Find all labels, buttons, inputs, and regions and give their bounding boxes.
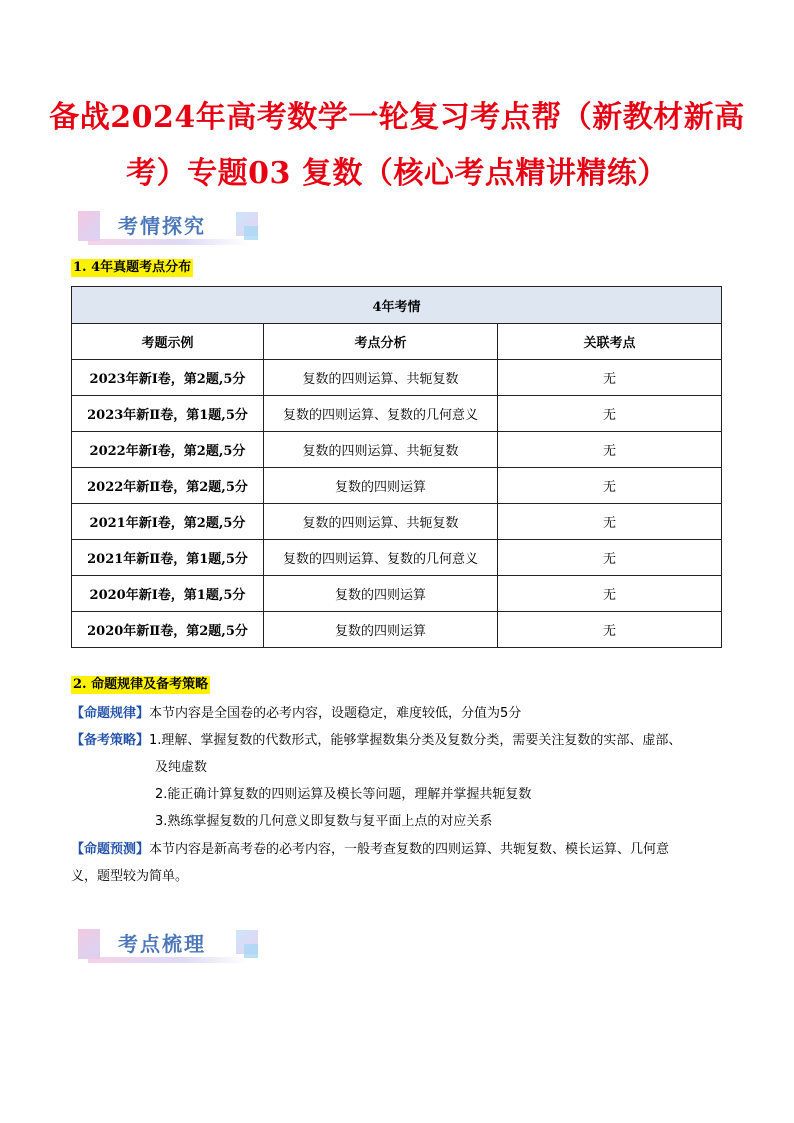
strategy-item-1-cont: 及纯虚数 [155,760,208,775]
related-topic: 无 [498,432,722,468]
exam-example: 2023年新Ⅱ卷，第1题,5分 [72,396,264,432]
related-topic: 无 [498,576,722,612]
table-row [72,576,722,612]
decorative-block-icon [78,929,100,959]
exam-example: 2021年新Ⅱ卷，第1题,5分 [72,540,264,576]
table-caption-row [72,287,722,324]
exam-example: 2020年新I卷，第1题,5分 [72,576,264,612]
topic-analysis: 复数的四则运算 [264,468,498,504]
title-line-1: 备战2024年高考数学一轮复习考点帮（新教材新高 [49,100,745,135]
strategy-label: 【备考策略】 [71,733,150,748]
table-row [72,612,722,648]
rule-paragraph [71,701,731,727]
exam-example: 2021年新I卷，第2题,5分 [72,504,264,540]
strategy-item-3: 3.熟练掌握复数的几何意义即复数与复平面上点的对应关系 [155,814,493,829]
section-header-kaoqing [78,208,268,244]
forecast-text-cont: 义，题型较为简单。 [71,869,189,884]
topic-analysis: 复数的四则运算、复数的几何意义 [264,396,498,432]
rule-text: 本节内容是全国卷的必考内容，设题稳定，难度较低，分值为5分 [149,706,522,721]
strategy-paragraph [71,728,731,754]
forecast-label: 【命题预测】 [71,842,150,857]
table-row [72,468,722,504]
title-line-2: 考）专题03 复数（核心考点精讲精练） [126,156,668,191]
column-header: 考点分析 [264,324,498,360]
section-header-kaodian [78,926,268,962]
strategy-item-1: 1.理解、掌握复数的代数形式，能够掌握数集分类及复数分类，需要关注复数的实部、虚部、 [149,733,682,748]
topic-analysis: 复数的四则运算 [264,612,498,648]
section-label: 考点梳理 [118,932,206,956]
related-topic: 无 [498,468,722,504]
decorative-block-icon [244,944,258,958]
decorative-block-icon [244,226,258,240]
topic-analysis: 复数的四则运算 [264,576,498,612]
exam-example: 2020年新Ⅱ卷，第2题,5分 [72,612,264,648]
column-header: 考题示例 [72,324,264,360]
related-topic: 无 [498,360,722,396]
related-topic: 无 [498,612,722,648]
topic-analysis: 复数的四则运算、共轭复数 [264,360,498,396]
part2-heading: 2. 命题规律及备考策略 [73,677,209,692]
table-row [72,540,722,576]
forecast-paragraph [71,837,731,863]
rule-label: 【命题规律】 [71,706,150,721]
strategy-item-2: 2.能正确计算复数的四则运算及模长等问题，理解并掌握共轭复数 [155,787,532,802]
table-header-row [72,324,722,360]
decorative-block-icon [78,211,100,241]
topic-analysis: 复数的四则运算、共轭复数 [264,504,498,540]
table-caption: 4年考情 [72,287,722,324]
column-header: 关联考点 [498,324,722,360]
exam-distribution-table [71,286,722,648]
table-row [72,432,722,468]
related-topic: 无 [498,396,722,432]
decorative-underline [88,957,248,963]
exam-example: 2022年新Ⅱ卷，第2题,5分 [72,468,264,504]
decorative-underline [88,239,248,245]
topic-analysis: 复数的四则运算、复数的几何意义 [264,540,498,576]
forecast-text: 本节内容是新高考卷的必考内容，一般考查复数的四则运算、共轭复数、模长运算、几何意 [149,842,670,857]
table-row [72,504,722,540]
exam-example: 2023年新I卷，第2题,5分 [72,360,264,396]
table-row [72,396,722,432]
related-topic: 无 [498,504,722,540]
document-title [40,90,754,202]
exam-example: 2022年新I卷，第2题,5分 [72,432,264,468]
part1-heading: 1. 4年真题考点分布 [73,260,192,275]
related-topic: 无 [498,540,722,576]
table-row [72,360,722,396]
topic-analysis: 复数的四则运算、共轭复数 [264,432,498,468]
section-label: 考情探究 [118,214,206,238]
